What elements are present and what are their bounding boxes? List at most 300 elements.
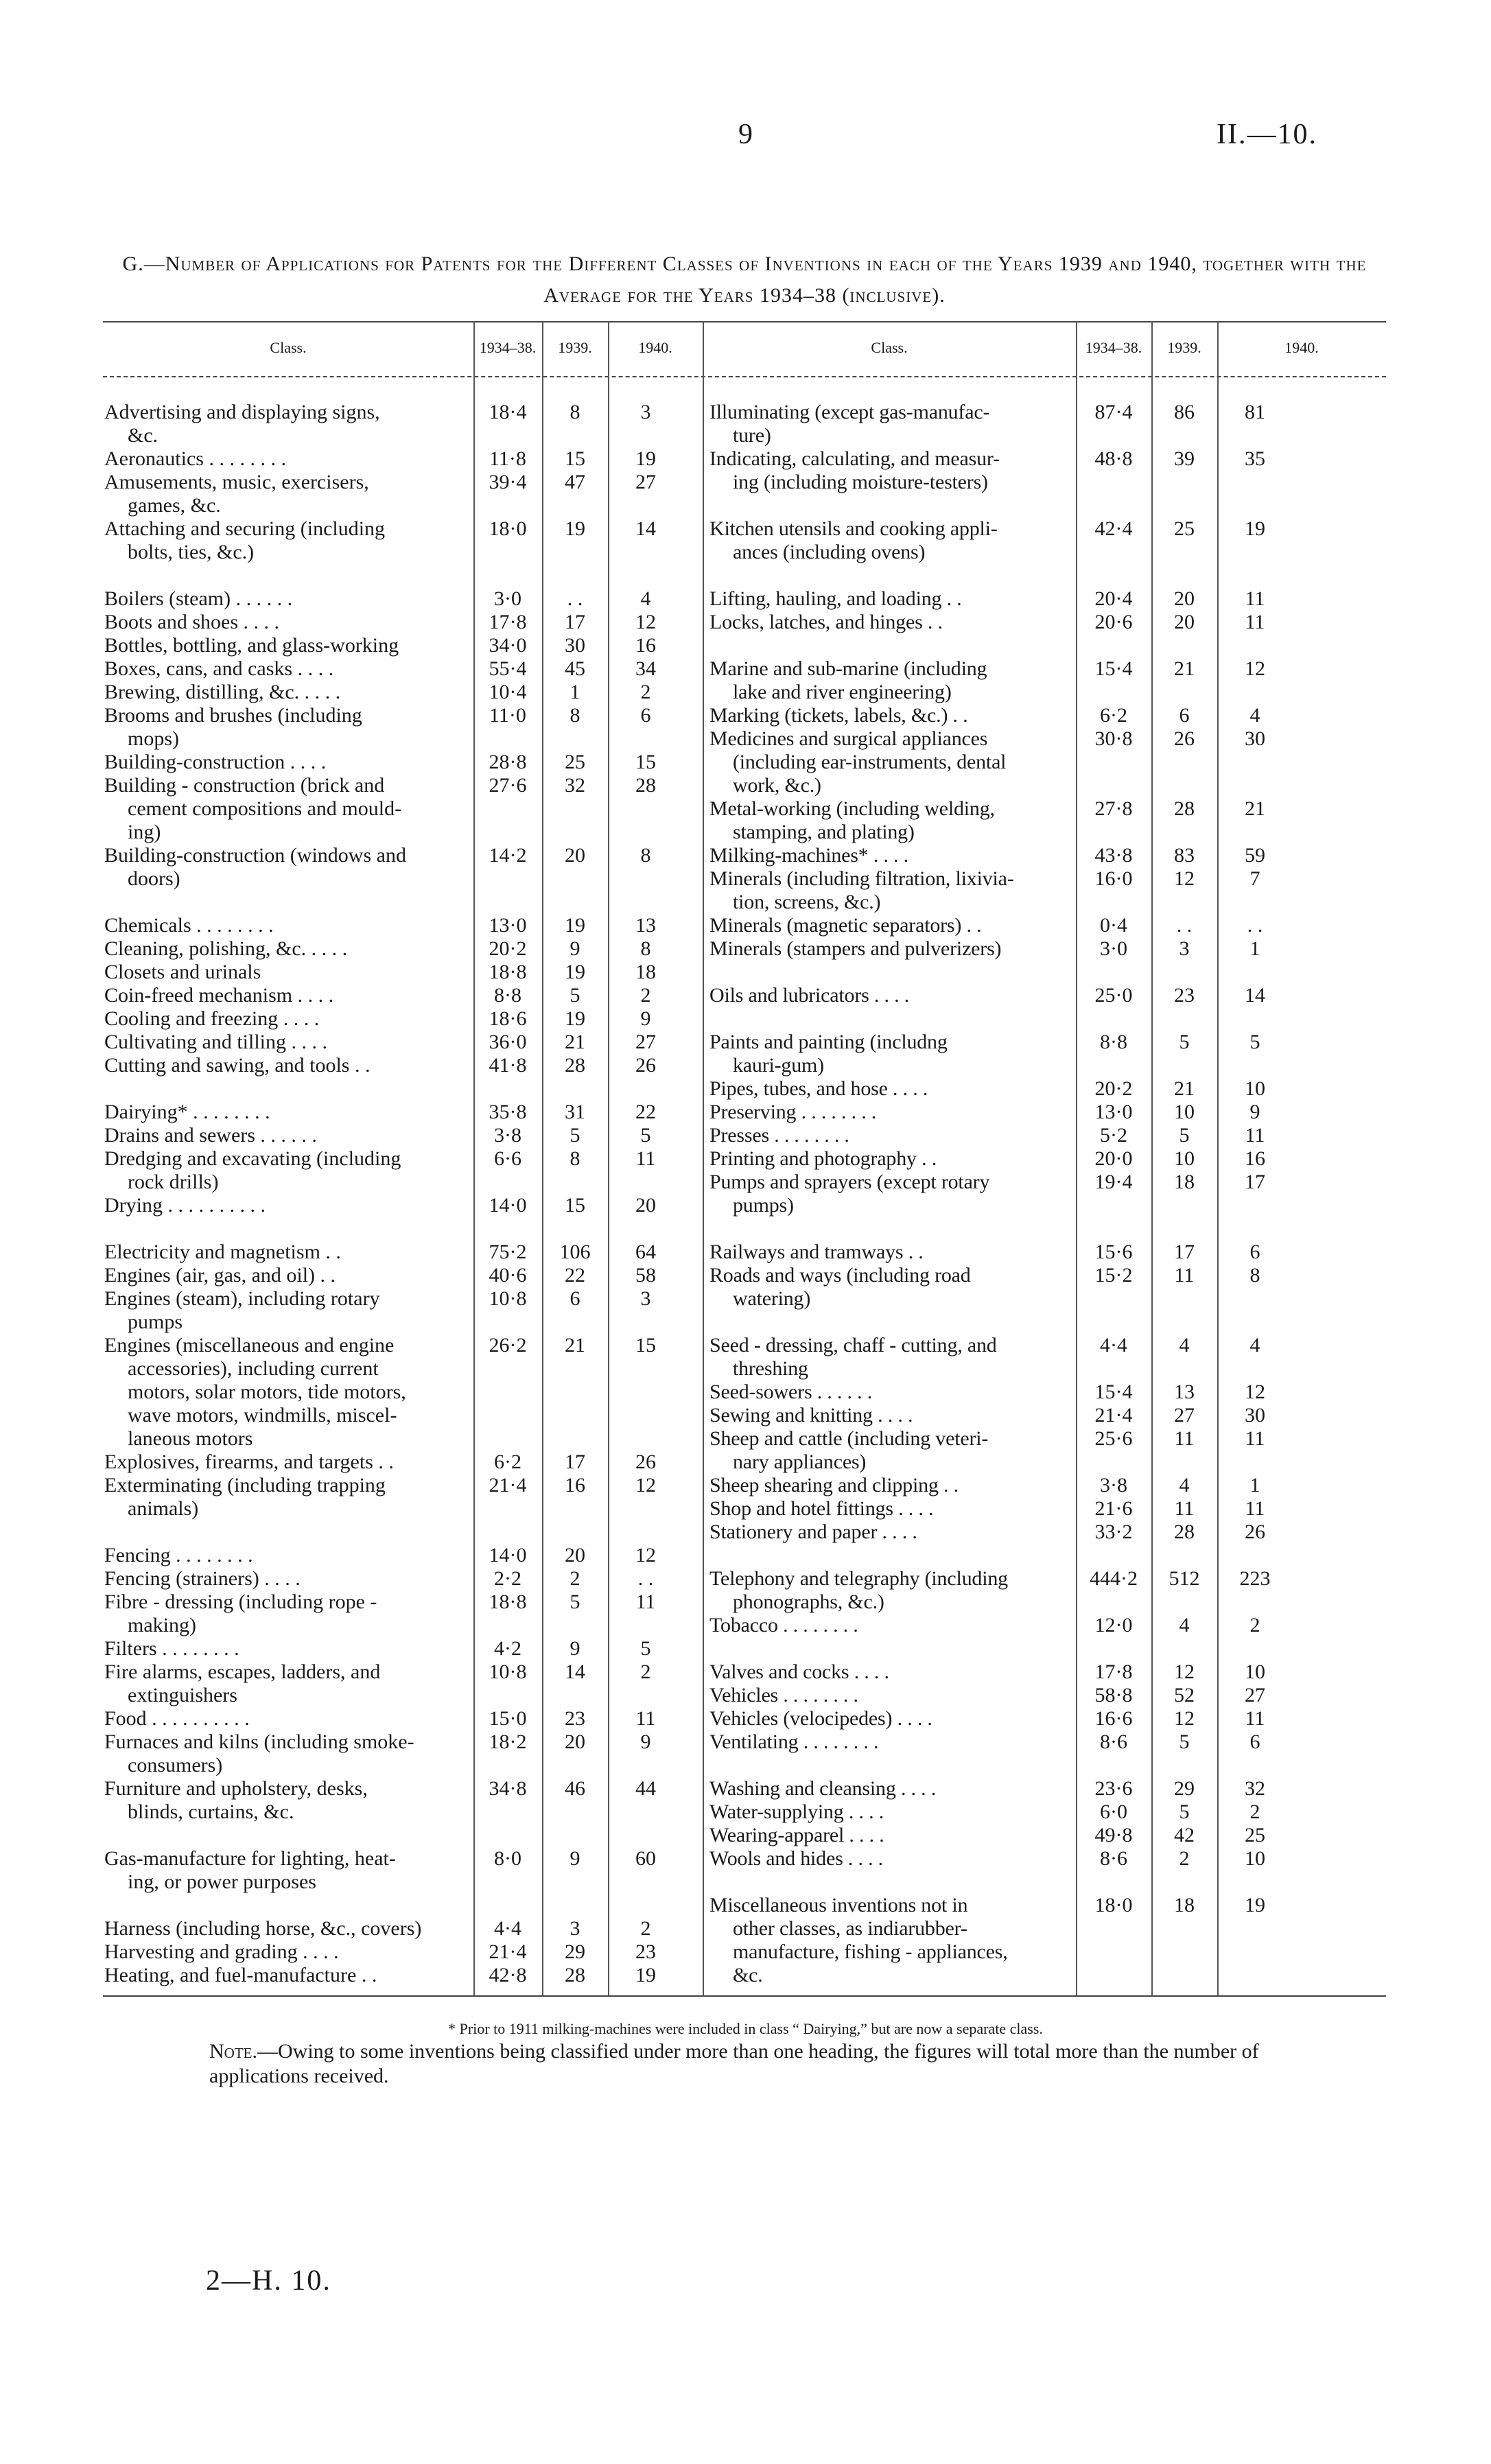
class-line: Food . . . . . . . . . . <box>104 1707 250 1730</box>
value-1939: 512 <box>1169 1567 1200 1590</box>
value-1939: 28 <box>1174 1521 1195 1543</box>
value-1940: 11 <box>1245 1124 1265 1147</box>
value-avg-1934-38: 18·8 <box>489 961 527 983</box>
class-line: Exterminating (including trapping <box>104 1474 386 1497</box>
class-name <box>709 1824 1072 1847</box>
value-avg-1934-38: 3·0 <box>494 587 521 610</box>
value-avg-1934-38: 42·8 <box>489 1964 527 1986</box>
class-line: Drying . . . . . . . . . . <box>104 1194 266 1217</box>
value-1939: 8 <box>570 704 580 727</box>
class-line: Ventilating . . . . . . . . <box>709 1730 879 1753</box>
table-row <box>0 1707 1491 1730</box>
class-line: Wearing-apparel . . . . <box>709 1824 884 1846</box>
value-avg-1934-38: 18·6 <box>489 1007 527 1030</box>
value-avg-1934-38: 2·2 <box>494 1567 521 1590</box>
value-avg-1934-38: 6·2 <box>494 1451 521 1473</box>
value-1939: 39 <box>1174 447 1195 470</box>
value-avg-1934-38: 10·8 <box>489 1661 527 1683</box>
value-1940: 6 <box>1249 1730 1260 1753</box>
value-1939: 15 <box>565 447 585 470</box>
value-1940: 16 <box>1245 1147 1265 1170</box>
class-line: (including ear-instruments, dental <box>733 751 1007 773</box>
class-line: Furnaces and kilns (including smoke- <box>104 1730 414 1753</box>
value-1940: 17 <box>1245 1171 1265 1193</box>
footnote: * Prior to 1911 milking-machines were included in class “ Dairying,” but are now a separate class. <box>448 2020 1043 2037</box>
value-1940: 11 <box>1245 1427 1265 1450</box>
class-line: Locks, latches, and hinges . . <box>709 611 943 633</box>
value-1939: 14 <box>565 1661 585 1683</box>
value-avg-1934-38: 21·4 <box>1094 1404 1133 1427</box>
value-1939: 8 <box>570 1147 580 1170</box>
class-line: Building-construction . . . . <box>104 751 327 773</box>
value-avg-1934-38: 15·0 <box>489 1707 527 1730</box>
class-name <box>709 914 1072 937</box>
value-1939: 17 <box>565 611 585 633</box>
value-avg-1934-38: 25·6 <box>1094 1427 1133 1450</box>
value-1939: 12 <box>1174 1661 1195 1683</box>
class-name <box>709 517 1072 564</box>
value-avg-1934-38: 49·8 <box>1094 1824 1133 1846</box>
value-1939: 23 <box>565 1707 585 1730</box>
value-avg-1934-38: 4·4 <box>1100 1334 1127 1357</box>
value-avg-1934-38: 15·4 <box>1094 1381 1133 1403</box>
class-line: laneous motors <box>128 1427 253 1450</box>
value-1940: 11 <box>635 1707 656 1730</box>
class-name <box>709 1404 1072 1427</box>
class-line: Minerals (including filtration, lixivia- <box>709 867 1014 890</box>
value-1940: 2 <box>640 1661 651 1683</box>
class-line: Kitchen utensils and cooking appli- <box>709 517 998 540</box>
value-1940: 27 <box>635 471 656 493</box>
class-line: &c. <box>733 1964 763 1986</box>
value-1940: 1 <box>1249 937 1260 960</box>
class-line: Stationery and paper . . . . <box>709 1521 917 1543</box>
value-1940: 19 <box>1245 1894 1265 1916</box>
class-line: Gas-manufacture for lighting, heat- <box>104 1847 396 1870</box>
class-line: Printing and photography . . <box>709 1147 937 1170</box>
table-row <box>0 657 1491 704</box>
class-line: Sewing and knitting . . . . <box>709 1404 913 1427</box>
value-1940: 11 <box>1245 587 1265 610</box>
value-1940: 44 <box>635 1777 656 1800</box>
page-number: 9 <box>738 119 753 150</box>
table-row <box>0 797 1491 844</box>
value-1939: 12 <box>1174 1707 1195 1730</box>
value-1940: 8 <box>1249 1264 1260 1287</box>
table-top-rule <box>103 321 1386 322</box>
value-1940: 10 <box>1245 1077 1265 1100</box>
class-line: Harvesting and grading . . . . <box>104 1940 339 1963</box>
value-avg-1934-38: 18·0 <box>1094 1894 1133 1916</box>
value-1939: 5 <box>1179 1730 1190 1753</box>
value-avg-1934-38: 4·4 <box>494 1917 521 1940</box>
value-1939: 6 <box>570 1287 580 1310</box>
value-1940: 2 <box>640 984 651 1007</box>
value-avg-1934-38: 17·8 <box>1094 1661 1133 1683</box>
value-1939: 5 <box>570 1124 580 1147</box>
value-1939: 47 <box>565 471 585 493</box>
table-row <box>0 1684 1491 1707</box>
class-line: Boots and shoes . . . . <box>104 611 279 633</box>
class-name <box>709 1730 1072 1754</box>
value-avg-1934-38: 16·0 <box>1094 867 1133 890</box>
value-avg-1934-38: 3·0 <box>1100 937 1127 960</box>
value-1939: 5 <box>570 1591 580 1613</box>
class-line: Closets and urinals <box>104 961 261 983</box>
value-1940: 64 <box>635 1241 656 1263</box>
value-1940: 1 <box>1249 1474 1260 1497</box>
class-line: Explosives, firearms, and targets . . <box>104 1451 394 1473</box>
class-line: animals) <box>128 1497 199 1520</box>
value-1940: 11 <box>635 1147 656 1170</box>
class-line: lake and river engineering) <box>733 681 952 703</box>
class-name <box>709 984 1072 1007</box>
class-line: Dairying* . . . . . . . . <box>104 1101 270 1123</box>
value-1940: 12 <box>635 611 656 633</box>
value-1939: 4 <box>1179 1334 1190 1357</box>
class-line: motors, solar motors, tide motors, <box>128 1381 406 1403</box>
table-row <box>0 937 1491 961</box>
class-line: threshing <box>733 1357 808 1380</box>
value-1940: 27 <box>1245 1684 1265 1706</box>
class-line: Fencing . . . . . . . . <box>104 1544 253 1567</box>
value-avg-1934-38: 42·4 <box>1094 517 1133 540</box>
value-1940: 26 <box>1245 1521 1265 1543</box>
value-1940: 4 <box>640 587 651 610</box>
table-row <box>0 1497 1491 1521</box>
class-line: Boxes, cans, and casks . . . . <box>104 657 334 680</box>
value-1940: 3 <box>640 401 651 423</box>
table-row <box>0 611 1491 634</box>
value-1939: 25 <box>565 751 585 773</box>
class-line: Harness (including horse, &c., covers) <box>104 1917 422 1940</box>
table-row <box>0 961 1491 984</box>
value-1939: 4 <box>1179 1474 1190 1497</box>
table-row <box>0 1264 1491 1311</box>
table-row <box>0 1101 1491 1124</box>
header-1940-left: 1940. <box>638 339 672 356</box>
value-1940: 6 <box>640 704 651 727</box>
value-avg-1934-38: 20·6 <box>1094 611 1133 633</box>
class-name <box>709 1077 1072 1101</box>
class-name <box>709 401 1072 447</box>
table-row <box>0 1661 1491 1684</box>
table-row <box>0 1730 1491 1754</box>
value-1939: . . <box>1176 914 1193 937</box>
table-row <box>0 727 1491 797</box>
table-row <box>0 867 1491 914</box>
class-line: Filters . . . . . . . . <box>104 1637 239 1660</box>
class-line: doors) <box>128 867 180 890</box>
value-avg-1934-38: 58·8 <box>1094 1684 1133 1706</box>
class-line: consumers) <box>128 1754 223 1776</box>
value-1939: 19 <box>565 914 585 937</box>
value-avg-1934-38: 444·2 <box>1090 1567 1138 1590</box>
value-1940: 32 <box>1245 1777 1265 1800</box>
value-1939: 21 <box>1174 1077 1195 1100</box>
class-line: Sheep and cattle (including veteri- <box>709 1427 989 1450</box>
value-avg-1934-38: 6·2 <box>1100 704 1127 727</box>
value-1939: 12 <box>1174 867 1195 890</box>
class-line: Engines (air, gas, and oil) . . <box>104 1264 336 1287</box>
class-name <box>709 1777 1072 1800</box>
value-1939: 86 <box>1174 401 1195 423</box>
class-name <box>709 447 1072 494</box>
class-line: Metal-working (including welding, <box>709 797 995 820</box>
class-name <box>709 1800 1072 1824</box>
value-avg-1934-38: 40·6 <box>489 1264 527 1287</box>
value-avg-1934-38: 34·8 <box>489 1777 527 1800</box>
value-1940: 5 <box>640 1637 651 1660</box>
class-line: Cutting and sawing, and tools . . <box>104 1054 371 1077</box>
value-1939: 17 <box>1174 1241 1195 1263</box>
class-line: work, &c.) <box>733 774 821 797</box>
value-avg-1934-38: 13·0 <box>1094 1101 1133 1123</box>
class-line: Fencing (strainers) . . . . <box>104 1567 301 1590</box>
table-row <box>0 1077 1491 1101</box>
class-name <box>709 1497 1072 1521</box>
value-1939: 32 <box>565 774 585 797</box>
value-1939: 31 <box>565 1101 585 1123</box>
value-1939: 9 <box>570 937 580 960</box>
class-name <box>709 797 1072 844</box>
value-avg-1934-38: 20·2 <box>489 937 527 960</box>
value-1940: 35 <box>1245 447 1265 470</box>
class-name <box>709 1381 1072 1404</box>
value-1939: 28 <box>565 1964 585 1986</box>
value-1939: 46 <box>565 1777 585 1800</box>
value-1939: 3 <box>1179 937 1190 960</box>
value-1940: 9 <box>640 1007 651 1030</box>
class-name <box>709 1427 1072 1474</box>
class-line: Water-supplying . . . . <box>709 1800 884 1823</box>
value-avg-1934-38: 27·8 <box>1094 797 1133 820</box>
value-1939: 21 <box>565 1031 585 1053</box>
value-1940: 5 <box>1249 1031 1260 1053</box>
class-line: Miscellaneous inventions not in <box>709 1894 968 1916</box>
class-line: Building-construction (windows and <box>104 844 406 867</box>
note-text: —Owing to some inventions being classified under more than one heading, the figures will total more than the number of applications received. <box>209 2040 1259 2087</box>
class-line: rock drills) <box>128 1171 219 1193</box>
table-row <box>0 1381 1491 1404</box>
class-name <box>709 611 1072 634</box>
value-1940: 16 <box>635 634 656 657</box>
class-line: Fibre - dressing (including rope - <box>104 1591 377 1613</box>
table-row <box>0 704 1491 727</box>
value-1939: 20 <box>565 1544 585 1567</box>
value-1939: 6 <box>1179 704 1190 727</box>
value-avg-1934-38: 55·4 <box>489 657 527 680</box>
class-line: Marking (tickets, labels, &c.) . . <box>709 704 968 727</box>
value-1939: 11 <box>1174 1427 1195 1450</box>
class-line: Marine and sub-marine (including <box>709 657 987 680</box>
value-1939: 20 <box>1174 611 1195 633</box>
value-1940: 15 <box>635 751 656 773</box>
value-avg-1934-38: 20·0 <box>1094 1147 1133 1170</box>
table-row <box>0 634 1491 657</box>
value-avg-1934-38: 6·0 <box>1100 1800 1127 1823</box>
value-avg-1934-38: 48·8 <box>1094 447 1133 470</box>
value-1939: 42 <box>1174 1824 1195 1846</box>
value-1940: 7 <box>1249 867 1260 890</box>
value-1939: 5 <box>1179 1124 1190 1147</box>
table-row <box>0 1800 1491 1824</box>
value-1940: 22 <box>635 1101 656 1123</box>
class-name <box>709 1101 1072 1124</box>
class-line: Milking-machines* . . . . <box>709 844 908 867</box>
value-avg-1934-38: 27·6 <box>489 774 527 797</box>
class-name <box>709 1031 1072 1077</box>
class-name <box>709 1614 1072 1637</box>
table-row <box>0 1031 1491 1077</box>
value-1939: 9 <box>570 1637 580 1660</box>
value-1940: 4 <box>1249 704 1260 727</box>
class-line: Pumps and sprayers (except rotary <box>709 1171 990 1193</box>
class-line: Heating, and fuel-manufacture . . <box>104 1964 377 1986</box>
value-avg-1934-38: 14·0 <box>489 1544 527 1567</box>
class-name <box>709 1567 1072 1614</box>
header-1940-right: 1940. <box>1284 339 1319 356</box>
value-1940: 223 <box>1239 1567 1271 1590</box>
value-1940: . . <box>1247 914 1263 937</box>
class-line: Brewing, distilling, &c. . . . . <box>104 681 341 703</box>
class-line: Boilers (steam) . . . . . . <box>104 587 293 610</box>
value-1939: 18 <box>1174 1894 1195 1916</box>
value-avg-1934-38: 20·4 <box>1094 587 1133 610</box>
value-1939: 23 <box>1174 984 1195 1007</box>
value-avg-1934-38: 12·0 <box>1094 1614 1133 1636</box>
value-avg-1934-38: 33·2 <box>1094 1521 1133 1543</box>
class-line: Engines (miscellaneous and engine <box>104 1334 395 1357</box>
class-line: Chemicals . . . . . . . . <box>104 914 274 937</box>
value-avg-1934-38: 43·8 <box>1094 844 1133 867</box>
value-1939: 29 <box>1174 1777 1195 1800</box>
class-line: Attaching and securing (including <box>104 517 386 540</box>
table-row <box>0 1637 1491 1661</box>
value-avg-1934-38: 30·8 <box>1094 727 1133 750</box>
table-title: G.—Number of Applications for Patents for the Different Classes of Inventions in each of the Years 1939 and 1940, together with the Average for the Years 1934–38 (inclusive). <box>122 253 1367 307</box>
class-line: Drains and sewers . . . . . . <box>104 1124 317 1147</box>
class-name <box>709 1521 1072 1544</box>
value-avg-1934-38: 20·2 <box>1094 1077 1133 1100</box>
class-line: tion, screens, &c.) <box>733 891 881 913</box>
header-avg-left: 1934–38. <box>479 339 537 356</box>
value-1939: 29 <box>565 1940 585 1963</box>
class-line: pumps) <box>733 1194 794 1217</box>
value-avg-1934-38: 41·8 <box>489 1054 527 1077</box>
header-avg-right: 1934–38. <box>1085 339 1142 356</box>
value-1940: 25 <box>1245 1824 1265 1846</box>
value-avg-1934-38: 28·8 <box>489 751 527 773</box>
value-1939: 8 <box>570 401 580 423</box>
value-1940: 34 <box>635 657 656 680</box>
table-row <box>0 1007 1491 1031</box>
class-name <box>709 1707 1072 1730</box>
value-1940: 81 <box>1245 401 1265 423</box>
value-avg-1934-38: 8·8 <box>1100 1031 1127 1053</box>
class-line: Cooling and freezing . . . . <box>104 1007 320 1030</box>
class-name <box>709 1847 1072 1870</box>
value-1940: 10 <box>1245 1847 1265 1870</box>
value-1939: 28 <box>565 1054 585 1077</box>
table-row <box>0 447 1491 494</box>
value-1940: 2 <box>640 681 651 703</box>
class-name <box>709 704 1072 727</box>
header-class-right: Class. <box>871 339 908 356</box>
value-1940: 13 <box>635 914 656 937</box>
value-1940: 4 <box>1249 1334 1260 1357</box>
class-line: wave motors, windmills, miscel- <box>128 1404 397 1427</box>
class-line: games, &c. <box>128 494 221 517</box>
class-line: kauri-gum) <box>733 1054 824 1077</box>
value-avg-1934-38: 87·4 <box>1094 401 1133 423</box>
class-line: bolts, ties, &c.) <box>128 541 255 563</box>
value-1939: 4 <box>1179 1614 1190 1636</box>
table-bottom-rule <box>103 1995 1386 1997</box>
class-line: Oils and lubricators . . . . <box>709 984 910 1007</box>
table-row <box>0 1171 1491 1217</box>
class-line: Furniture and upholstery, desks, <box>104 1777 368 1800</box>
class-line: Tobacco . . . . . . . . <box>709 1614 858 1636</box>
value-1940: 11 <box>1245 1707 1265 1730</box>
value-avg-1934-38: 0·4 <box>1100 914 1127 937</box>
value-1940: 8 <box>640 844 651 867</box>
class-line: ing (including moisture-testers) <box>733 471 988 493</box>
table-row <box>0 914 1491 937</box>
value-avg-1934-38: 15·2 <box>1094 1264 1133 1287</box>
value-1940: 58 <box>635 1264 656 1287</box>
value-1939: 20 <box>565 844 585 867</box>
class-line: Railways and tramways . . <box>709 1241 924 1263</box>
value-avg-1934-38: 16·6 <box>1094 1707 1133 1730</box>
value-1940: 12 <box>1245 657 1265 680</box>
class-line: Indicating, calculating, and measur- <box>709 447 1000 470</box>
value-1940: 2 <box>1249 1614 1260 1636</box>
value-1940: 12 <box>635 1544 656 1567</box>
value-avg-1934-38: 4·2 <box>494 1637 521 1660</box>
class-name <box>104 634 468 657</box>
table-row <box>0 1777 1491 1800</box>
value-1940: 14 <box>1245 984 1265 1007</box>
value-avg-1934-38: 21·6 <box>1094 1497 1133 1520</box>
header-1939-left: 1939. <box>558 339 592 356</box>
value-avg-1934-38: 18·2 <box>489 1730 527 1753</box>
class-line: mops) <box>128 727 179 750</box>
value-1939: 5 <box>1179 1800 1190 1823</box>
value-1940: 26 <box>635 1451 656 1473</box>
class-line: manufacture, fishing - appliances, <box>733 1940 1008 1963</box>
value-avg-1934-38: 17·8 <box>489 611 527 633</box>
class-line: Seed-sowers . . . . . . <box>709 1381 873 1403</box>
value-avg-1934-38: 75·2 <box>489 1241 527 1263</box>
class-line: ances (including ovens) <box>733 541 926 563</box>
class-line: Aeronautics . . . . . . . . <box>104 447 286 470</box>
value-1939: 2 <box>570 1567 580 1590</box>
value-1939: 52 <box>1174 1684 1195 1706</box>
value-avg-1934-38: 25·0 <box>1094 984 1133 1007</box>
header-class-left: Class. <box>270 339 307 356</box>
value-1940: 10 <box>1245 1661 1265 1683</box>
value-1939: 25 <box>1174 517 1195 540</box>
table-row <box>0 1567 1491 1614</box>
value-avg-1934-38: 8·8 <box>494 984 521 1007</box>
value-avg-1934-38: 6·6 <box>494 1147 521 1170</box>
value-1940: 20 <box>635 1194 656 1217</box>
table-row <box>0 1894 1491 1987</box>
value-avg-1934-38: 8·6 <box>1100 1730 1127 1753</box>
class-name <box>709 844 1072 867</box>
class-line: Telephony and telegraphy (including <box>709 1567 1008 1590</box>
